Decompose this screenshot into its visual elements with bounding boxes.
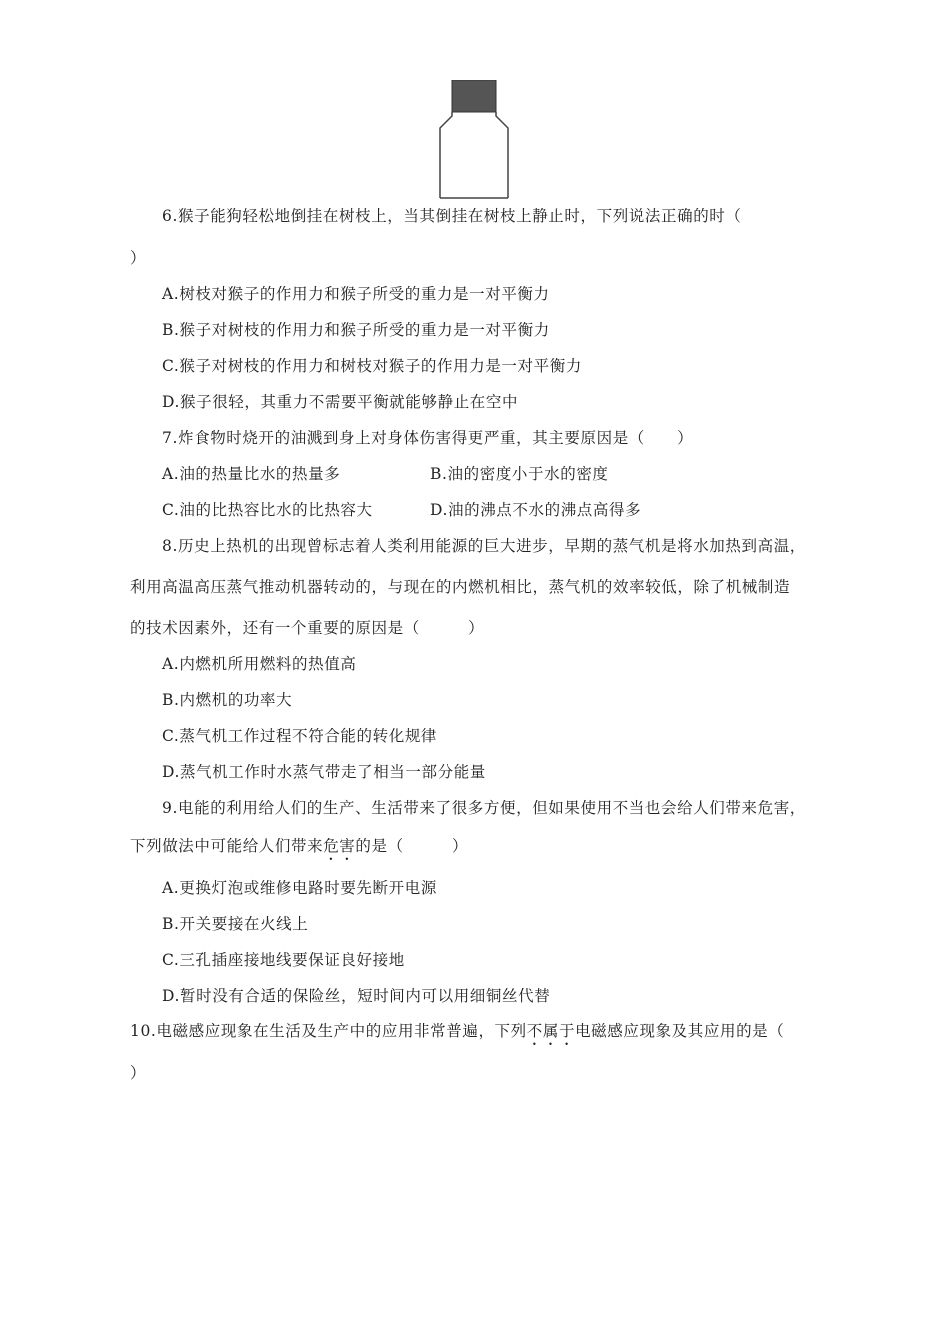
q7-option-b: B.油的密度小于水的密度 bbox=[430, 465, 609, 483]
q7-stem: 7.炸食物时烧开的油溅到身上对身体伤害得更严重，其主要原因是（ ） bbox=[162, 429, 694, 447]
q10-stem bbox=[130, 1021, 784, 1049]
q6-option-b: B.猴子对树枝的作用力和猴子所受的重力是一对平衡力 bbox=[162, 321, 550, 339]
q8-option-c: C.蒸气机工作过程不符合能的转化规律 bbox=[162, 727, 438, 745]
q6-option-a: A.树枝对猴子的作用力和猴子所受的重力是一对平衡力 bbox=[162, 285, 550, 303]
q10-stem-end: ） bbox=[130, 1064, 147, 1082]
q6-stem: 6.猴子能狗轻松地倒挂在树枝上，当其倒挂在树枝上静止时，下列说法正确的时（ bbox=[162, 207, 742, 225]
q7-option-c: C.油的比热容比水的比热容大 bbox=[162, 501, 373, 519]
q9-stem-pre: 下列做法中可能给人们带来 bbox=[130, 837, 324, 855]
q8-option-b: B.内燃机的功率大 bbox=[162, 691, 293, 709]
q9-stem-post: 的是（ ） bbox=[355, 837, 469, 855]
q10-stem-post: 电磁感应现象及其应用的是（ bbox=[575, 1022, 785, 1040]
q8-stem-line1: 8.历史上热机的出现曾标志着人类利用能源的巨大进步，早期的蒸气机是将水加热到高温， bbox=[162, 537, 806, 555]
q9-stem-line2 bbox=[130, 836, 468, 864]
q9-option-b: B.开关要接在火线上 bbox=[162, 915, 309, 933]
q8-option-a: A.内燃机所用燃料的热值高 bbox=[162, 655, 357, 673]
q9-stem-line1: 9.电能的利用给人们的生产、生活带来了很多方便，但如果使用不当也会给人们带来危害， bbox=[162, 799, 806, 817]
q6-option-c: C.猴子对树枝的作用力和树枝对猴子的作用力是一对平衡力 bbox=[162, 357, 582, 375]
bottle-icon bbox=[436, 80, 512, 202]
q9-option-d: D.暂时没有合适的保险丝，短时间内可以用细铜丝代替 bbox=[162, 987, 551, 1005]
q10-emphasis: 不属于 bbox=[526, 1022, 576, 1040]
q8-option-d: D.蒸气机工作时水蒸气带走了相当一部分能量 bbox=[162, 763, 486, 781]
q6-stem-end: ） bbox=[130, 249, 147, 267]
q6-option-d: D.猴子很轻，其重力不需要平衡就能够静止在空中 bbox=[162, 393, 519, 411]
q7-option-d: D.油的沸点不水的沸点高得多 bbox=[430, 501, 642, 519]
q9-emphasis: 危害 bbox=[323, 837, 356, 855]
q9-option-a: A.更换灯泡或维修电路时要先断开电源 bbox=[162, 879, 437, 897]
q8-stem-line2: 利用高温高压蒸气推动机器转动的，与现在的内燃机相比，蒸气机的效率较低，除了机械制造 bbox=[130, 578, 791, 596]
q7-option-a: A.油的热量比水的热量多 bbox=[162, 465, 341, 483]
q10-stem-pre: 10.电磁感应现象在生活及生产中的应用非常普遍，下列 bbox=[130, 1022, 527, 1040]
q8-stem-line3: 的技术因素外，还有一个重要的原因是（ ） bbox=[130, 619, 485, 637]
q9-option-c: C.三孔插座接地线要保证良好接地 bbox=[162, 951, 405, 969]
